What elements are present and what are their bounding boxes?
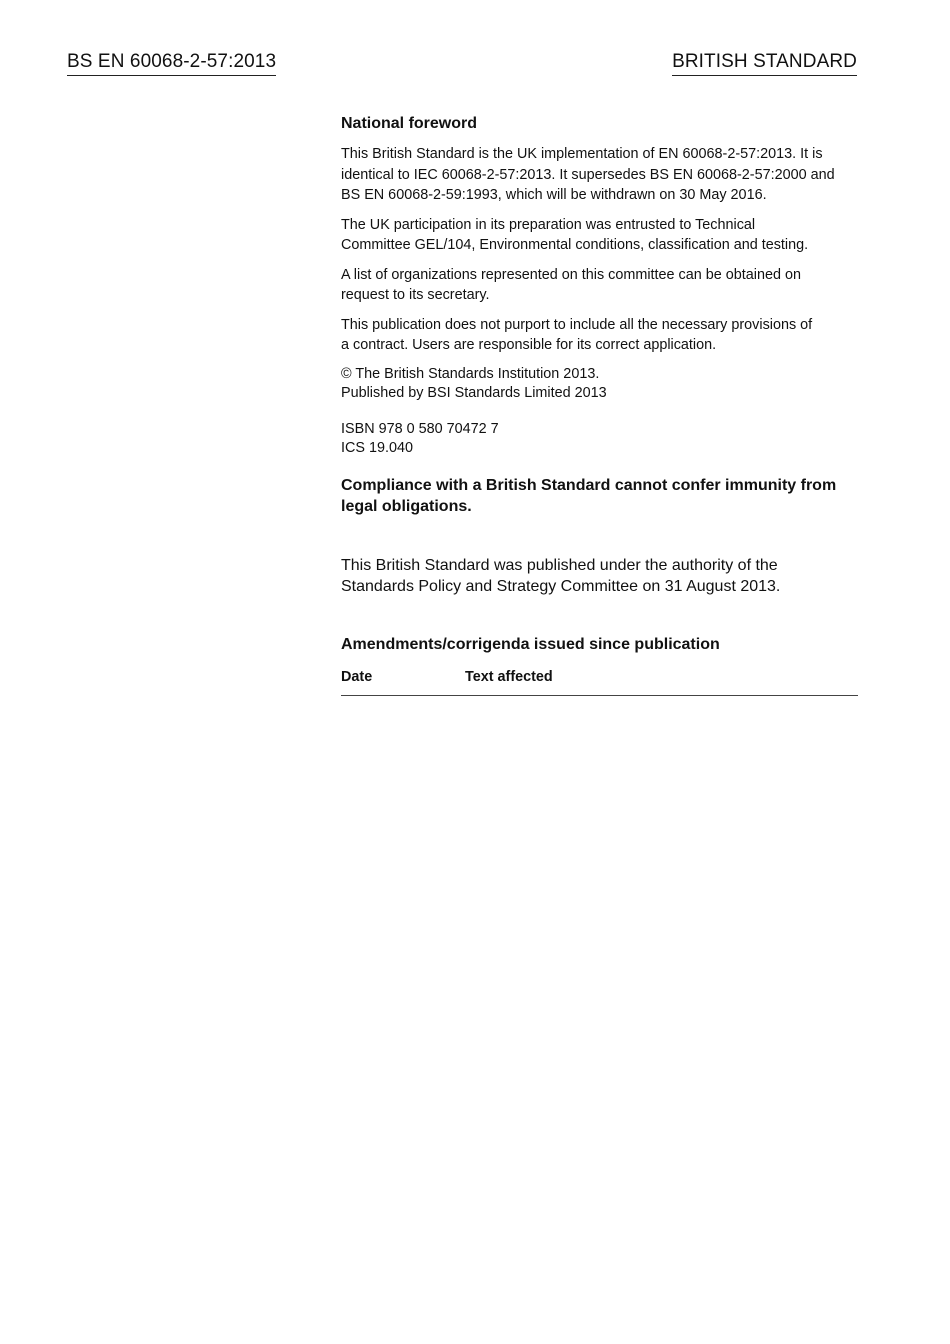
national-foreword-section — [341, 114, 858, 696]
provisions-paragraph — [341, 315, 858, 356]
amendments-header-row — [341, 668, 858, 696]
implementation-paragraph — [341, 144, 858, 206]
paragraph-line: request to its secretary. — [341, 287, 490, 303]
ics-code: ICS 19.040 — [341, 439, 414, 456]
identifiers-block — [341, 420, 858, 458]
compliance-statement — [341, 475, 858, 517]
compliance-line: Compliance with a British Standard cannot confer immunity from — [341, 476, 837, 494]
isbn-number: ISBN 978 0 580 70472 7 — [341, 420, 499, 437]
text-affected-column-header: Text affected — [465, 668, 858, 696]
british-standard-header: BRITISH STANDARD — [672, 50, 857, 76]
paragraph-line: identical to IEC 60068-2-57:2013. It supersedes BS EN 60068-2-57:2000 and — [341, 166, 835, 183]
authority-line: This British Standard was published under the authority of the — [341, 556, 778, 574]
organizations-paragraph — [341, 265, 858, 306]
authority-statement — [341, 555, 858, 597]
participation-paragraph — [341, 215, 858, 256]
paragraph-line: BS EN 60068-2-59:1993, which will be withdrawn on 30 May 2016. — [341, 187, 767, 203]
paragraph-line: A list of organizations represented on this committee can be obtained on — [341, 266, 801, 283]
document-id-header: BS EN 60068-2-57:2013 — [67, 50, 276, 76]
copyright-notice: © The British Standards Institution 2013. — [341, 365, 600, 382]
date-column-header: Date — [341, 668, 465, 696]
authority-line: Standards Policy and Strategy Committee on 31 August 2013. — [341, 577, 781, 595]
amendments-table — [341, 668, 858, 696]
paragraph-line: This publication does not purport to include all the necessary provisions of — [341, 316, 813, 333]
foreword-title: National foreword — [341, 115, 478, 132]
amendments-title: Amendments/corrigenda issued since publication — [341, 635, 720, 653]
paragraph-line: a contract. Users are responsible for its correct application. — [341, 337, 717, 353]
paragraph-line: This British Standard is the UK implementation of EN 60068-2-57:2013. It is — [341, 146, 823, 162]
publisher-notice: Published by BSI Standards Limited 2013 — [341, 384, 607, 401]
paragraph-line: Committee GEL/104, Environmental conditions, classification and testing. — [341, 237, 809, 253]
compliance-line: legal obligations. — [341, 497, 472, 515]
copyright-block — [341, 365, 858, 403]
paragraph-line: The UK participation in its preparation was entrusted to Technical — [341, 216, 756, 233]
